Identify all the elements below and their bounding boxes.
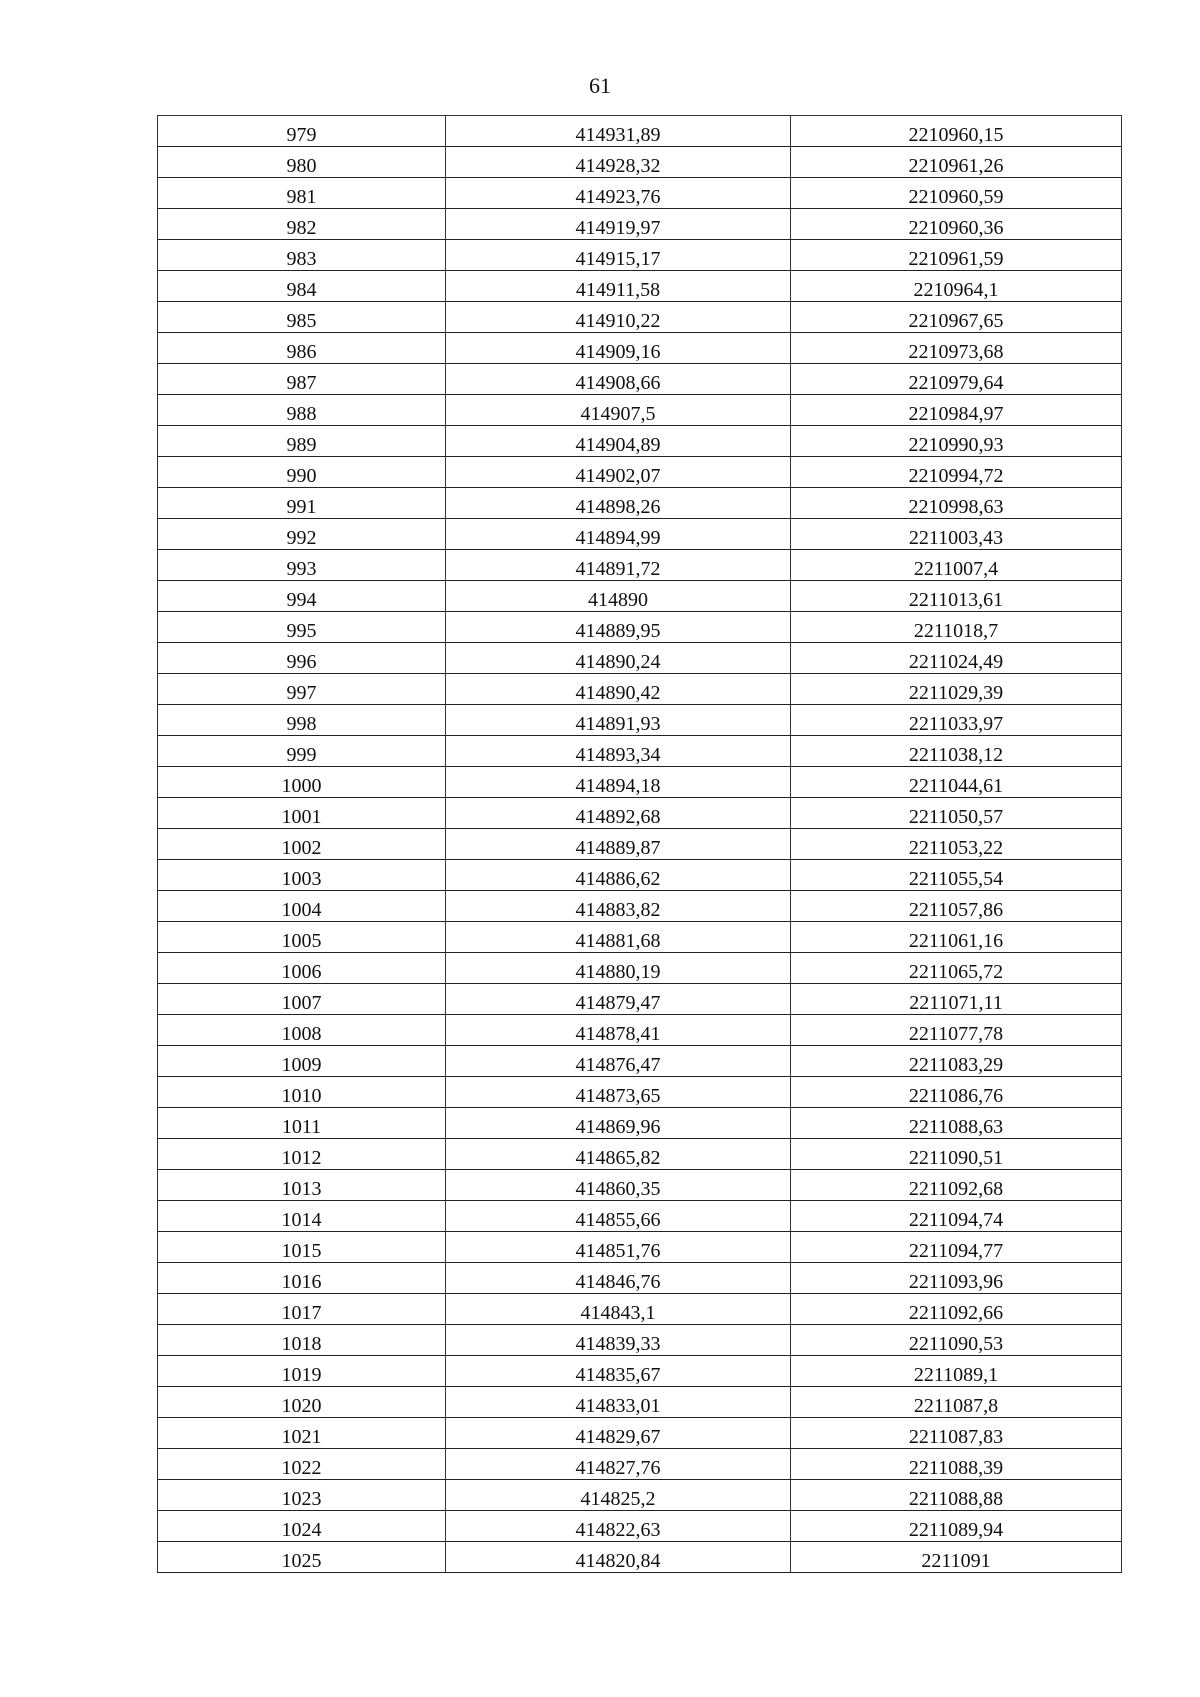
x-coordinate-cell: 414923,76 — [446, 178, 791, 209]
table-row — [158, 1387, 1122, 1418]
y-coordinate-cell: 2210979,64 — [791, 364, 1122, 395]
y-coordinate-cell: 2211055,54 — [791, 860, 1122, 891]
point-number-cell: 990 — [158, 457, 446, 488]
table-row — [158, 550, 1122, 581]
x-coordinate-cell: 414909,16 — [446, 333, 791, 364]
y-coordinate-cell: 2211087,83 — [791, 1418, 1122, 1449]
y-coordinate-cell: 2211029,39 — [791, 674, 1122, 705]
point-number-cell: 981 — [158, 178, 446, 209]
point-number-cell: 984 — [158, 271, 446, 302]
table-row — [158, 860, 1122, 891]
point-number-cell: 985 — [158, 302, 446, 333]
table-row — [158, 1139, 1122, 1170]
point-number-cell: 992 — [158, 519, 446, 550]
table-row — [158, 302, 1122, 333]
point-number-cell: 987 — [158, 364, 446, 395]
point-number-cell: 994 — [158, 581, 446, 612]
y-coordinate-cell: 2210964,1 — [791, 271, 1122, 302]
point-number-cell: 998 — [158, 705, 446, 736]
table-row — [158, 767, 1122, 798]
y-coordinate-cell: 2211077,78 — [791, 1015, 1122, 1046]
point-number-cell: 1024 — [158, 1511, 446, 1542]
x-coordinate-cell: 414890,42 — [446, 674, 791, 705]
table-row — [158, 1201, 1122, 1232]
point-number-cell: 982 — [158, 209, 446, 240]
table-row — [158, 519, 1122, 550]
table-row — [158, 209, 1122, 240]
x-coordinate-cell: 414894,99 — [446, 519, 791, 550]
y-coordinate-cell: 2210998,63 — [791, 488, 1122, 519]
point-number-cell: 999 — [158, 736, 446, 767]
table-row — [158, 705, 1122, 736]
table-row — [158, 736, 1122, 767]
point-number-cell: 1015 — [158, 1232, 446, 1263]
x-coordinate-cell: 414907,5 — [446, 395, 791, 426]
y-coordinate-cell: 2211003,43 — [791, 519, 1122, 550]
x-coordinate-cell: 414892,68 — [446, 798, 791, 829]
table-row — [158, 116, 1122, 147]
x-coordinate-cell: 414881,68 — [446, 922, 791, 953]
table-row — [158, 1449, 1122, 1480]
x-coordinate-cell: 414894,18 — [446, 767, 791, 798]
table-row — [158, 1356, 1122, 1387]
y-coordinate-cell: 2211091 — [791, 1542, 1122, 1573]
y-coordinate-cell: 2210960,15 — [791, 116, 1122, 147]
y-coordinate-cell: 2211089,94 — [791, 1511, 1122, 1542]
x-coordinate-cell: 414889,95 — [446, 612, 791, 643]
table-row — [158, 581, 1122, 612]
point-number-cell: 1016 — [158, 1263, 446, 1294]
table-row — [158, 426, 1122, 457]
y-coordinate-cell: 2211050,57 — [791, 798, 1122, 829]
point-number-cell: 1012 — [158, 1139, 446, 1170]
x-coordinate-cell: 414891,93 — [446, 705, 791, 736]
y-coordinate-cell: 2211094,74 — [791, 1201, 1122, 1232]
y-coordinate-cell: 2211088,39 — [791, 1449, 1122, 1480]
table-row — [158, 488, 1122, 519]
y-coordinate-cell: 2211057,86 — [791, 891, 1122, 922]
y-coordinate-cell: 2210967,65 — [791, 302, 1122, 333]
x-coordinate-cell: 414820,84 — [446, 1542, 791, 1573]
table-row — [158, 953, 1122, 984]
x-coordinate-cell: 414835,67 — [446, 1356, 791, 1387]
table-row — [158, 1170, 1122, 1201]
point-number-cell: 996 — [158, 643, 446, 674]
table-row — [158, 1046, 1122, 1077]
point-number-cell: 1006 — [158, 953, 446, 984]
x-coordinate-cell: 414829,67 — [446, 1418, 791, 1449]
x-coordinate-cell: 414886,62 — [446, 860, 791, 891]
point-number-cell: 1001 — [158, 798, 446, 829]
x-coordinate-cell: 414910,22 — [446, 302, 791, 333]
y-coordinate-cell: 2211018,7 — [791, 612, 1122, 643]
x-coordinate-cell: 414898,26 — [446, 488, 791, 519]
y-coordinate-cell: 2211071,11 — [791, 984, 1122, 1015]
y-coordinate-cell: 2210960,59 — [791, 178, 1122, 209]
x-coordinate-cell: 414928,32 — [446, 147, 791, 178]
point-number-cell: 1008 — [158, 1015, 446, 1046]
y-coordinate-cell: 2211089,1 — [791, 1356, 1122, 1387]
x-coordinate-cell: 414869,96 — [446, 1108, 791, 1139]
y-coordinate-cell: 2211092,66 — [791, 1294, 1122, 1325]
y-coordinate-cell: 2211007,4 — [791, 550, 1122, 581]
x-coordinate-cell: 414865,82 — [446, 1139, 791, 1170]
point-number-cell: 1025 — [158, 1542, 446, 1573]
x-coordinate-cell: 414904,89 — [446, 426, 791, 457]
point-number-cell: 997 — [158, 674, 446, 705]
table-row — [158, 395, 1122, 426]
x-coordinate-cell: 414839,33 — [446, 1325, 791, 1356]
page-number: 61 — [589, 73, 611, 98]
point-number-cell: 1005 — [158, 922, 446, 953]
y-coordinate-cell: 2210984,97 — [791, 395, 1122, 426]
table-row — [158, 984, 1122, 1015]
y-coordinate-cell: 2211053,22 — [791, 829, 1122, 860]
table-row — [158, 271, 1122, 302]
x-coordinate-cell: 414931,89 — [446, 116, 791, 147]
point-number-cell: 993 — [158, 550, 446, 581]
y-coordinate-cell: 2211093,96 — [791, 1263, 1122, 1294]
table-row — [158, 1108, 1122, 1139]
x-coordinate-cell: 414825,2 — [446, 1480, 791, 1511]
table-row — [158, 1015, 1122, 1046]
point-number-cell: 988 — [158, 395, 446, 426]
y-coordinate-cell: 2211044,61 — [791, 767, 1122, 798]
y-coordinate-cell: 2211090,53 — [791, 1325, 1122, 1356]
table-row — [158, 1077, 1122, 1108]
x-coordinate-cell: 414822,63 — [446, 1511, 791, 1542]
x-coordinate-cell: 414893,34 — [446, 736, 791, 767]
x-coordinate-cell: 414919,97 — [446, 209, 791, 240]
x-coordinate-cell: 414855,66 — [446, 1201, 791, 1232]
x-coordinate-cell: 414891,72 — [446, 550, 791, 581]
point-number-cell: 1000 — [158, 767, 446, 798]
point-number-cell: 1011 — [158, 1108, 446, 1139]
point-number-cell: 1013 — [158, 1170, 446, 1201]
point-number-cell: 1020 — [158, 1387, 446, 1418]
table-row — [158, 457, 1122, 488]
y-coordinate-cell: 2211090,51 — [791, 1139, 1122, 1170]
y-coordinate-cell: 2211013,61 — [791, 581, 1122, 612]
x-coordinate-cell: 414908,66 — [446, 364, 791, 395]
point-number-cell: 1017 — [158, 1294, 446, 1325]
x-coordinate-cell: 414876,47 — [446, 1046, 791, 1077]
point-number-cell: 995 — [158, 612, 446, 643]
point-number-cell: 1009 — [158, 1046, 446, 1077]
y-coordinate-cell: 2211024,49 — [791, 643, 1122, 674]
x-coordinate-cell: 414846,76 — [446, 1263, 791, 1294]
x-coordinate-cell: 414879,47 — [446, 984, 791, 1015]
y-coordinate-cell: 2210994,72 — [791, 457, 1122, 488]
point-number-cell: 991 — [158, 488, 446, 519]
point-number-cell: 980 — [158, 147, 446, 178]
y-coordinate-cell: 2211094,77 — [791, 1232, 1122, 1263]
coordinates-table — [157, 115, 1122, 1573]
table-row — [158, 922, 1122, 953]
point-number-cell: 1003 — [158, 860, 446, 891]
table-row — [158, 612, 1122, 643]
y-coordinate-cell: 2210961,59 — [791, 240, 1122, 271]
x-coordinate-cell: 414890 — [446, 581, 791, 612]
table-row — [158, 1511, 1122, 1542]
table-row — [158, 674, 1122, 705]
y-coordinate-cell: 2211038,12 — [791, 736, 1122, 767]
table-row — [158, 364, 1122, 395]
table-row — [158, 1232, 1122, 1263]
point-number-cell: 989 — [158, 426, 446, 457]
point-number-cell: 1007 — [158, 984, 446, 1015]
x-coordinate-cell: 414860,35 — [446, 1170, 791, 1201]
table-row — [158, 798, 1122, 829]
table-row — [158, 1263, 1122, 1294]
y-coordinate-cell: 2211065,72 — [791, 953, 1122, 984]
point-number-cell: 1023 — [158, 1480, 446, 1511]
y-coordinate-cell: 2211092,68 — [791, 1170, 1122, 1201]
point-number-cell: 1004 — [158, 891, 446, 922]
x-coordinate-cell: 414878,41 — [446, 1015, 791, 1046]
point-number-cell: 1018 — [158, 1325, 446, 1356]
table-row — [158, 333, 1122, 364]
table-row — [158, 1418, 1122, 1449]
x-coordinate-cell: 414873,65 — [446, 1077, 791, 1108]
point-number-cell: 986 — [158, 333, 446, 364]
x-coordinate-cell: 414911,58 — [446, 271, 791, 302]
y-coordinate-cell: 2210990,93 — [791, 426, 1122, 457]
x-coordinate-cell: 414889,87 — [446, 829, 791, 860]
table-row — [158, 240, 1122, 271]
y-coordinate-cell: 2211086,76 — [791, 1077, 1122, 1108]
y-coordinate-cell: 2211083,29 — [791, 1046, 1122, 1077]
table-row — [158, 1325, 1122, 1356]
table-row — [158, 829, 1122, 860]
y-coordinate-cell: 2210961,26 — [791, 147, 1122, 178]
table-row — [158, 1294, 1122, 1325]
x-coordinate-cell: 414915,17 — [446, 240, 791, 271]
x-coordinate-cell: 414851,76 — [446, 1232, 791, 1263]
y-coordinate-cell: 2211088,88 — [791, 1480, 1122, 1511]
y-coordinate-cell: 2211087,8 — [791, 1387, 1122, 1418]
y-coordinate-cell: 2211033,97 — [791, 705, 1122, 736]
x-coordinate-cell: 414883,82 — [446, 891, 791, 922]
table-row — [158, 178, 1122, 209]
y-coordinate-cell: 2211061,16 — [791, 922, 1122, 953]
x-coordinate-cell: 414880,19 — [446, 953, 791, 984]
table-row — [158, 891, 1122, 922]
y-coordinate-cell: 2210960,36 — [791, 209, 1122, 240]
x-coordinate-cell: 414833,01 — [446, 1387, 791, 1418]
y-coordinate-cell: 2210973,68 — [791, 333, 1122, 364]
point-number-cell: 1014 — [158, 1201, 446, 1232]
point-number-cell: 1010 — [158, 1077, 446, 1108]
point-number-cell: 1002 — [158, 829, 446, 860]
x-coordinate-cell: 414902,07 — [446, 457, 791, 488]
point-number-cell: 983 — [158, 240, 446, 271]
table-row — [158, 643, 1122, 674]
point-number-cell: 1019 — [158, 1356, 446, 1387]
x-coordinate-cell: 414890,24 — [446, 643, 791, 674]
point-number-cell: 979 — [158, 116, 446, 147]
x-coordinate-cell: 414827,76 — [446, 1449, 791, 1480]
table-row — [158, 147, 1122, 178]
coordinates-table-body — [158, 116, 1122, 1573]
table-row — [158, 1542, 1122, 1573]
point-number-cell: 1021 — [158, 1418, 446, 1449]
table-row — [158, 1480, 1122, 1511]
y-coordinate-cell: 2211088,63 — [791, 1108, 1122, 1139]
x-coordinate-cell: 414843,1 — [446, 1294, 791, 1325]
point-number-cell: 1022 — [158, 1449, 446, 1480]
